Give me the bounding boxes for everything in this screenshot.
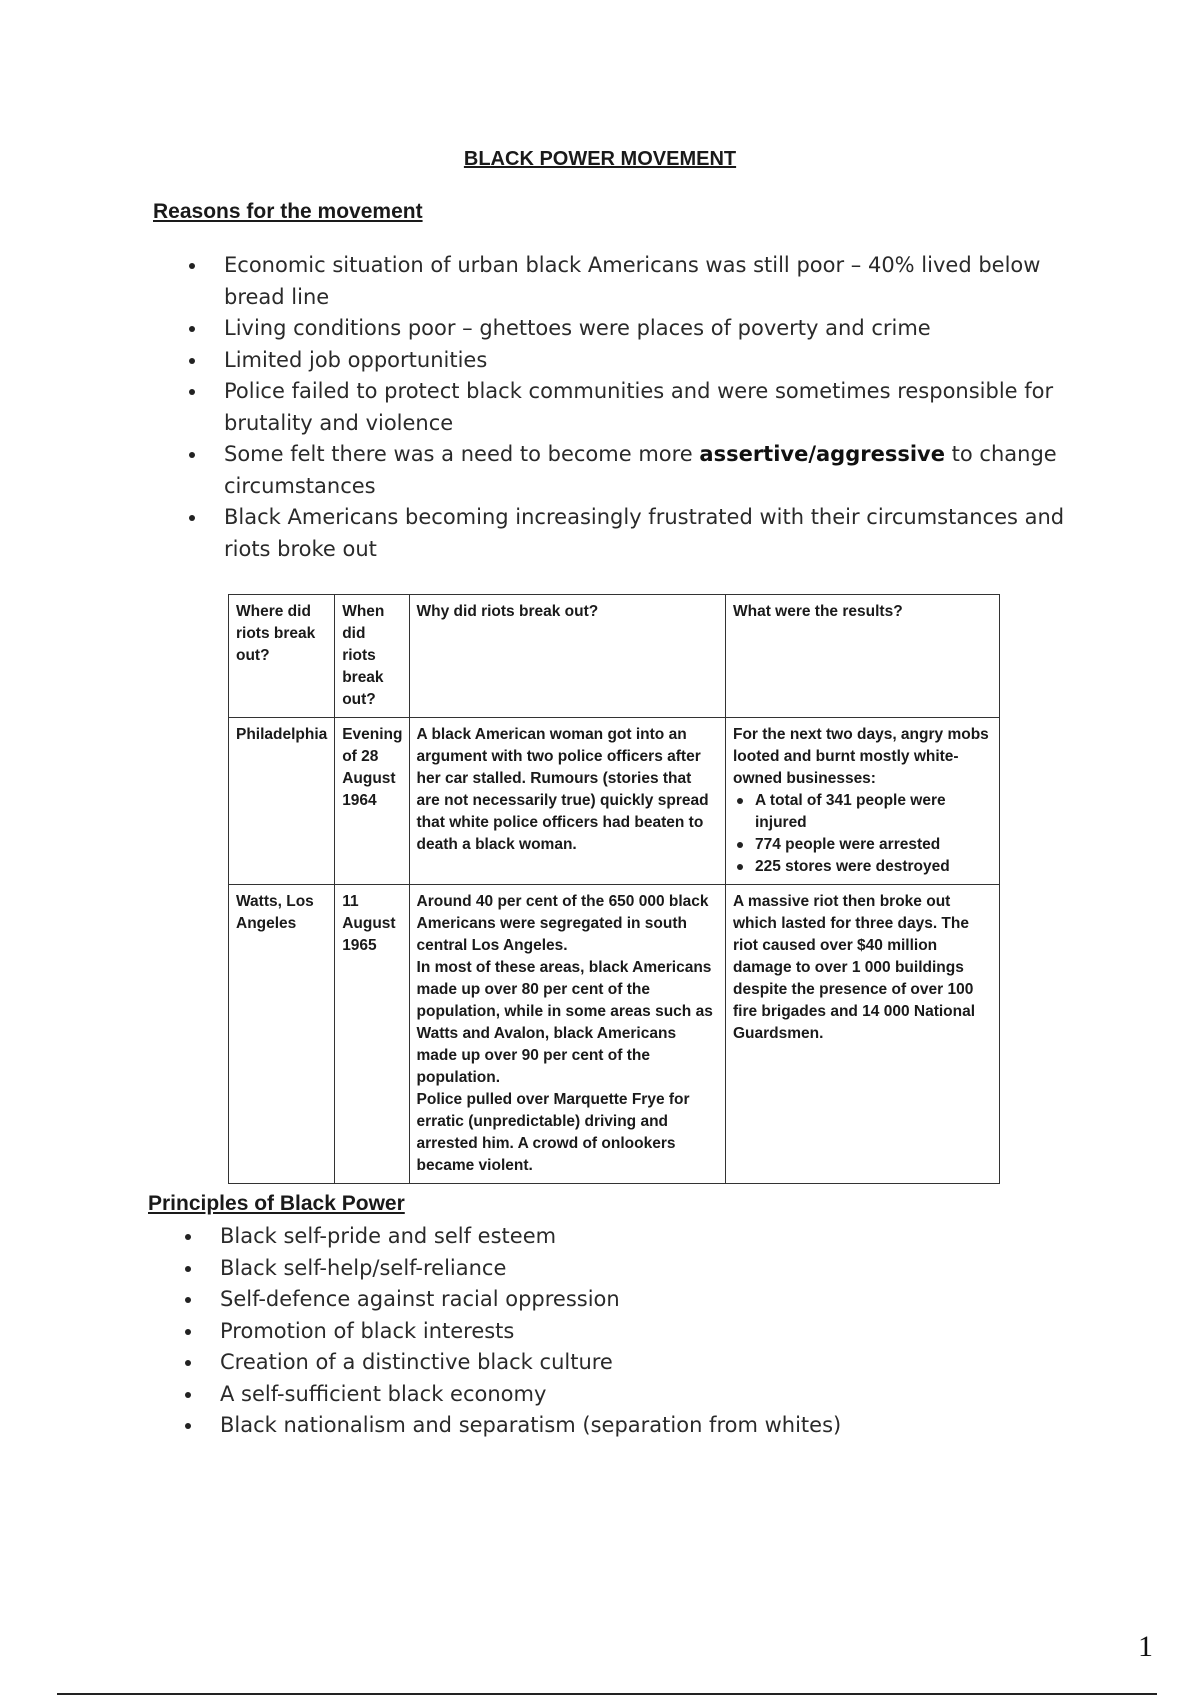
list-item: Creation of a distinctive black culture bbox=[182, 1347, 1072, 1379]
list-item: Police failed to protect black communities and were sometimes responsible for brutality and violence bbox=[186, 376, 1076, 439]
riots-table bbox=[228, 594, 1000, 1184]
cell-why: A black American woman got into an argument with two police officers after her car stalled. Rumours (stories that are not necessarily true) quickly spread that white police officers had beaten to death a black woman. bbox=[409, 718, 725, 885]
cell-when: Evening of 28 August 1964 bbox=[335, 718, 409, 885]
header-results: What were the results? bbox=[725, 595, 999, 718]
list-item: Living conditions poor – ghettoes were places of poverty and crime bbox=[186, 313, 1076, 345]
why-paragraph: Around 40 per cent of the 650 000 black Americans were segregated in south central Los Angeles. bbox=[416, 893, 709, 954]
footer-divider bbox=[57, 1693, 1157, 1695]
list-item: 225 stores were destroyed bbox=[733, 856, 992, 878]
cell-where: Watts, Los Angeles bbox=[229, 885, 335, 1184]
cell-results: A massive riot then broke out which lasted for three days. The riot caused over $40 million damage to over 1 000 buildings despite the presence of over 100 fire brigades and 14 000 National Guardsmen. bbox=[725, 885, 999, 1184]
header-why: Why did riots break out? bbox=[409, 595, 725, 718]
list-item: Promotion of black interests bbox=[182, 1316, 1072, 1348]
header-when: When did riots break out? bbox=[335, 595, 409, 718]
list-item bbox=[186, 439, 1076, 502]
principles-list bbox=[182, 1221, 1072, 1442]
list-item: Limited job opportunities bbox=[186, 345, 1076, 377]
list-item: 774 people were arrested bbox=[733, 834, 992, 856]
principles-heading: Principles of Black Power bbox=[148, 1192, 405, 1215]
table-row bbox=[229, 718, 1000, 885]
why-paragraph: In most of these areas, black Americans made up over 80 per cent of the population, while in some areas such as Watts and Avalon, black Americans made up over 90 per cent of the population. bbox=[416, 959, 713, 1086]
page-title: BLACK POWER MOVEMENT bbox=[463, 148, 737, 170]
list-item: Black self-help/self-reliance bbox=[182, 1253, 1072, 1285]
page-number: 1 bbox=[1138, 1630, 1153, 1663]
table-header-row bbox=[229, 595, 1000, 718]
list-item: Economic situation of urban black Americans was still poor – 40% lived below bread line bbox=[186, 250, 1076, 313]
table-row bbox=[229, 885, 1000, 1184]
cell-why bbox=[409, 885, 725, 1184]
why-paragraph: Police pulled over Marquette Frye for erratic (unpredictable) driving and arrested him. A crowd of onlookers became violent. bbox=[416, 1091, 690, 1174]
list-item: Black self-pride and self esteem bbox=[182, 1221, 1072, 1253]
list-item: Black Americans becoming increasingly frustrated with their circumstances and riots broke out bbox=[186, 502, 1076, 565]
list-item-text: to change circumstances bbox=[224, 442, 1057, 498]
list-item: Black nationalism and separatism (separation from whites) bbox=[182, 1410, 1072, 1442]
cell-where: Philadelphia bbox=[229, 718, 335, 885]
emphasis-text: assertive/aggressive bbox=[699, 442, 945, 466]
reasons-heading: Reasons for the movement bbox=[153, 200, 423, 223]
list-item: A total of 341 people were injured bbox=[733, 790, 992, 834]
reasons-list bbox=[186, 250, 1076, 565]
list-item: A self-sufficient black economy bbox=[182, 1379, 1072, 1411]
list-item: Self-defence against racial oppression bbox=[182, 1284, 1072, 1316]
header-where: Where did riots break out? bbox=[229, 595, 335, 718]
results-list bbox=[733, 790, 992, 878]
cell-results bbox=[725, 718, 999, 885]
cell-when: 11 August 1965 bbox=[335, 885, 409, 1184]
results-intro: For the next two days, angry mobs looted and burnt mostly white-owned businesses: bbox=[732, 726, 989, 787]
list-item-text: Some felt there was a need to become more bbox=[224, 442, 700, 466]
